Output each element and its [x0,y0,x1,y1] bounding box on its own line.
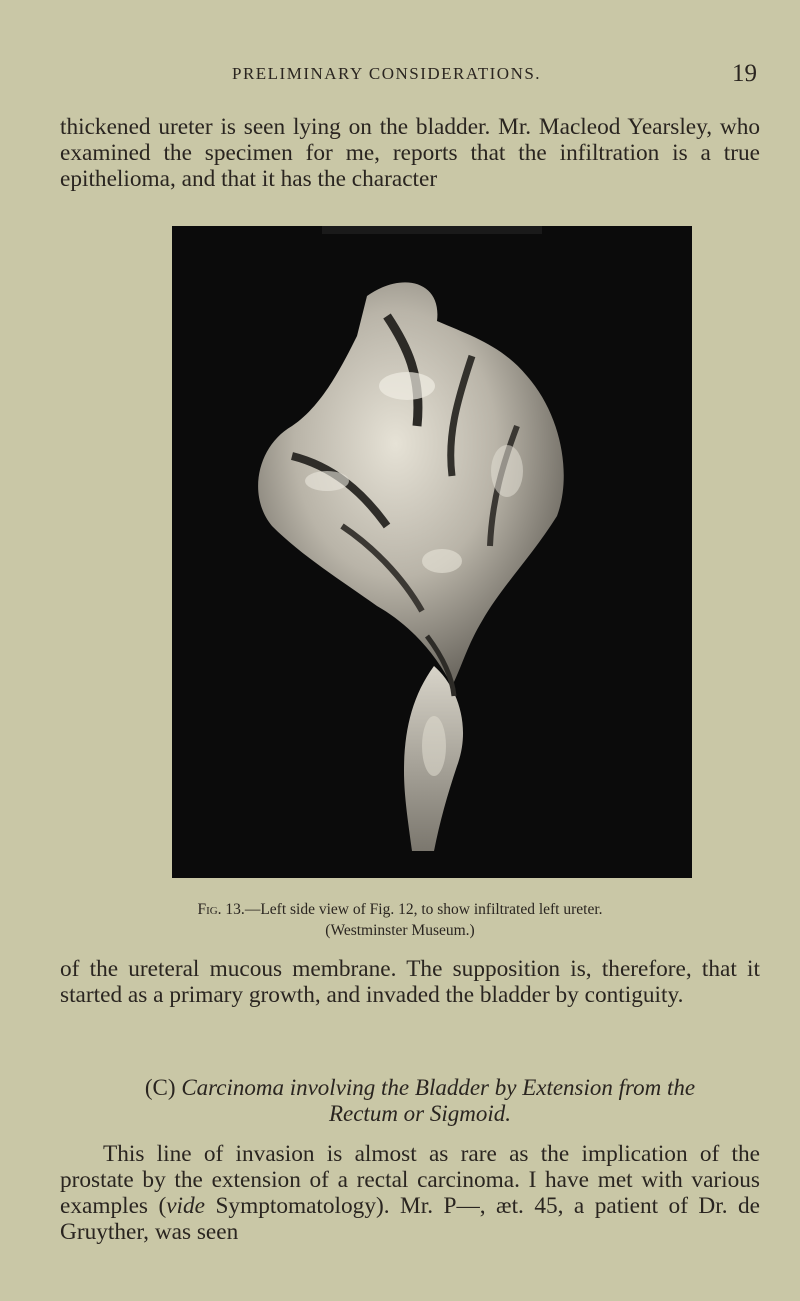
figure-source: (Westminster Museum.) [325,922,475,939]
paragraph-3-part-b: Symptomatology). Mr. P—, æt. 45, a patient of Dr. de Gruyther, was seen [60,1193,760,1245]
figure-caption-text: —Left side view of Fig. 12, to show infiltrated left ureter. [244,901,603,918]
section-marker: (C) [144,1075,176,1100]
paragraph-3-part-a: This line of invasion is almost as rare as the implication of the prostate by the extension of a rectal carcinoma. I have met with various examples ( [60,1141,760,1219]
page-number: 19 [732,60,757,87]
figure-label: Fig. 13. [197,901,245,918]
page-header [0,60,800,90]
section-heading [60,1074,780,1101]
figure-caption [0,900,800,920]
section-title-line-2: Rectum or Sigmoid. [328,1101,512,1126]
specimen-photograph [172,226,692,878]
paragraph-3 [60,1141,760,1245]
section-heading-continued [60,1100,780,1127]
paragraph-1: thickened ureter is seen lying on the bladder. Mr. Macleod Yearsley, who examined the specimen for me, reports that the infiltration is a true epithelioma, and that it has the character [60,114,760,192]
section-title-line-1: Carcinoma involving the Bladder by Extension from the [181,1075,696,1100]
vide-italic: vide [166,1193,206,1219]
running-head: PRELIMINARY CONSIDERATIONS. [232,64,542,83]
specimen-illustration [172,226,692,878]
paragraph-2: of the ureteral mucous membrane. The supposition is, therefore, that it started as a primary growth, and invaded the bladder by contiguity. [60,956,760,1008]
